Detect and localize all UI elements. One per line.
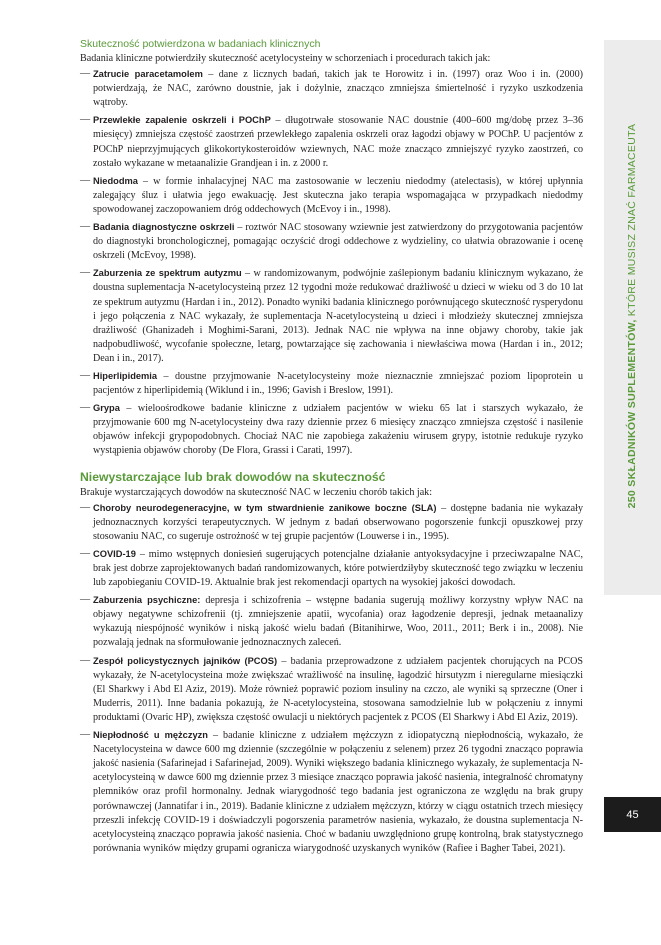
item-term: Zespół policystycznych jajników (PCOS) bbox=[93, 655, 278, 666]
section-heading-confirmed: Skuteczność potwierdzona w badaniach klinicznych bbox=[80, 38, 321, 50]
confirmed-list bbox=[80, 67, 583, 458]
item-text: – w randomizowanym, podwójnie zaślepionym badaniu klinicznym wykazano, że doustna suplementacja N-acetylocysteiną przez 12 tygodni może redukować drażliwość u dzieci w wieku od 3 do 10 lat ze spektrum autyzmu (Hardan i in., 2012). Ponadto wyniki badania klinicznego porównującego skuteczność rysperydonu i jego połączenia z NAC wykazały, że suplementacja N-acetylocysteiną u dzieci i młodzieży skutecznej zmniejsza drażliwość (Ghanizadeh i Moghimi-Sarani, 2013). Jednak NAC nie wpływa na inne objawy choroby, takie jak nadpobudliwość, wycofanie społeczne, letarg, powtarzające się zachowania i niewłaściwa mowa (Hardan i in., 2012; Dean i in., 2017). bbox=[93, 268, 583, 364]
item-term: Zatrucie paracetamolem bbox=[93, 69, 203, 80]
book-title-bold: 250 SKŁADNIKÓW SUPLEMENTÓW, bbox=[626, 319, 638, 509]
book-title-vertical bbox=[626, 124, 638, 509]
list-item bbox=[80, 401, 583, 458]
item-text: – badania przeprowadzone z udziałem pacjentek chorujących na PCOS wykazały, że N-acetylocysteina może zwiększać wrażliwość na insulinę, łagodzić hirsutyzm i nieregularne miesiączki (El Sharkwy i Abd El Aziz, 2019). Może również poprawić poziom insuliny na czczo, ale wyniki są sprzeczne (Oner i Muderris, 2011). Inne badania pokazują, że N-acetylocysteina, stosowana samodzielnie lub w połączeniu z innymi produktami (Ovaric HP), zwiększa częstość owulacji u niektórych pacjentek z PCOS (El Sharkwy i Abd El Aziz, 2019). bbox=[93, 655, 584, 723]
list-item bbox=[80, 728, 583, 856]
item-term: Choroby neurodegeneracyjne, w tym stwardnienie zanikowe boczne (SLA) bbox=[93, 502, 437, 513]
item-term: Hiperlipidemia bbox=[93, 370, 158, 381]
section-heading-insufficient: Niewystarczające lub brak dowodów na skuteczność bbox=[80, 469, 386, 484]
item-text: – wieloośrodkowe badanie kliniczne z udziałem pacjentów w wieku 65 lat i starszych wykazało, że przyjmowanie 600 mg N-acetylocysteiny dwa razy dziennie przez 6 miesięcy znacząco zmniejsza częstość i nasilenie objawów infekcji grypopodobnych. Chociaż NAC nie zapobiega zakażeniu wirusem grypy, istotnie redukuje ryzyko wystąpienia objawów choroby (De Flora, Grassi i Carati, 1997). bbox=[93, 403, 583, 457]
item-term: COVID-19 bbox=[93, 548, 136, 559]
list-item bbox=[80, 501, 583, 544]
list-item bbox=[80, 220, 583, 263]
insufficient-list bbox=[80, 501, 583, 856]
item-text: – dostępne badania nie wykazały jednoznacznych korzyści terapeutycznych. W jednym z badań obserwowano pogorszenie funkcji opuszkowej przy stosowaniu NAC, co sugeruje ostrożność w tej grupie pacjentów (Louwerse i in., 1995). bbox=[93, 502, 583, 542]
item-term: Niepłodność u mężczyzn bbox=[93, 730, 208, 741]
section-intro-insufficient: Brakuje wystarczających dowodów na skuteczność NAC w leczeniu chorób takich jak: bbox=[80, 486, 433, 498]
section-intro-confirmed: Badania kliniczne potwierdziły skuteczność acetylocysteiny w schorzeniach i procedurach takich jak: bbox=[80, 53, 491, 64]
item-text: – doustne przyjmowanie N-acetylocysteiny może nieznacznie zmniejszać poziom lipoprotein u pacjentów z hiperlipidemią (Wiklund i in., 1996; Gavish i Breslow, 1991). bbox=[93, 370, 583, 397]
list-item bbox=[80, 113, 583, 170]
item-text: – długotrwałe stosowanie NAC doustnie (400–600 mg/dobę przez 3–36 miesięcy) zmniejsza częstość zaostrzeń przewlekłego zapalenia oskrzeli oraz łagodzi objawy w POChP. U pacjentów z POChP nieprzyjmujących glikokortykosteroidów wziewnych, NAC może znacząco zmniejszyć ryzyko zaostrzeń, co zostało wykazane w metaanalizie Grandjean i in. z 2000 r. bbox=[93, 115, 583, 169]
item-term: Zaburzenia psychiczne: bbox=[93, 595, 201, 606]
item-text: – badanie kliniczne z udziałem mężczyzn z idiopatyczną niepłodnością, wykazało, że Nacetylocysteina w dawce 600 mg dziennie (szczególnie w połączeniu z selenem) przez 26 tygodni znacząco poprawia jakość nasienia (Safarinejad i Safarinejad, 2009). Wyniki większego badania klinicznego wykazały, że suplementacja N-acetylocysteiną w dawce 600 mg dziennie przez 3 miesiące znacząco poprawia jakość nasienia, integralność chromatyny plemników oraz profil hormonalny. Jednak wiarygodność tego badania jest ograniczona ze względu na brak grupy porównawczej (Jannatifar i in., 2019). Badanie kliniczne z udziałem mężczyzn, którzy w ciągu ostatnich trzech miesięcy przeszli infekcję COVID-19 i doświadczyli pogorszenia parametrów nasienia, wykazało, że doustna suplementacja N-acetylocysteiną znacząco poprawia jakość nasienia. Choć w badaniu uwzględniono grupę kontrolną, brak statystycznego porównania wyników między grupami ogranicza wiarygodność uzyskanych wyników (Rafiee i Bagher Tabei, 2021). bbox=[93, 730, 583, 854]
book-title-rest: KTÓRE MUSISZ ZNAĆ FARMACEUTA bbox=[626, 123, 638, 320]
item-term: Przewlekłe zapalenie oskrzeli i POChP bbox=[93, 115, 271, 126]
item-text: – roztwór NAC stosowany wziewnie jest zatwierdzony do przygotowania pacjentów do diagnostyki bronchologicznej, pomagając oczyścić drogi oddechowe z wydzieliny, co ułatwia obrazowanie i ocenę oskrzeli (McEvoy, 1998). bbox=[93, 222, 583, 262]
list-item bbox=[80, 547, 583, 590]
list-item bbox=[80, 654, 583, 725]
item-term: Niedodma bbox=[93, 175, 138, 186]
list-item bbox=[80, 266, 583, 366]
list-item bbox=[80, 174, 583, 217]
list-item bbox=[80, 369, 583, 398]
item-text: – mimo wstępnych doniesień sugerujących potencjalne działanie antyoksydacyjne i przeciwzapalne NAC, brak jest dobrze zaprojektowanych badań randomizowanych, które potwierdziłyby skuteczność tego związku w leczeniu lub zapobieganiu COVID-19. Aktualnie brak jest rekomendacji opartych na wysokiej jakości dowodach. bbox=[93, 548, 583, 589]
item-term: Badania diagnostyczne oskrzeli bbox=[93, 222, 235, 233]
list-item bbox=[80, 593, 583, 650]
main-content bbox=[80, 38, 583, 859]
item-text: – dane z licznych badań, takich jak te Horowitz i in. (1997) oraz Woo i in. (2000) potwierdzają, że NAC, zarówno doustnie, jak i dożylnie, znacząco zmniejsza śmiertelność i ryzyko uszkodzenia wątroby. bbox=[93, 69, 583, 109]
item-term: Grypa bbox=[93, 403, 120, 414]
item-term: Zaburzenia ze spektrum autyzmu bbox=[93, 268, 242, 279]
list-item bbox=[80, 67, 583, 110]
page-number: 45 bbox=[604, 797, 661, 832]
item-text: depresja i schizofrenia – wstępne badania sugerują możliwy korzystny wpływ NAC na objawy negatywne schizofrenii (tj. zmniejszenie apatii, wycofania) oraz łagodzenie depresji, jednak metaanalizy wykazują niespójność wyników i niską jakość wielu badań (Bitanihirwe, Woo, 2011., 2011; Berk i in., 2008). Nie pozwalają jednak na sformułowanie jednoznacznych zaleceń. bbox=[93, 595, 583, 649]
item-text: – w formie inhalacyjnej NAC ma zastosowanie w leczeniu niedodmy (atelectasis), w której upłynnia zalegający śluz i ułatwia jego ewakuację. Jest skuteczna jako terapia wspomagająca w przypadkach niedodmy spowodowanej zaczopowaniem dróg oddechowych (McEvoy i in., 1998). bbox=[93, 175, 583, 215]
